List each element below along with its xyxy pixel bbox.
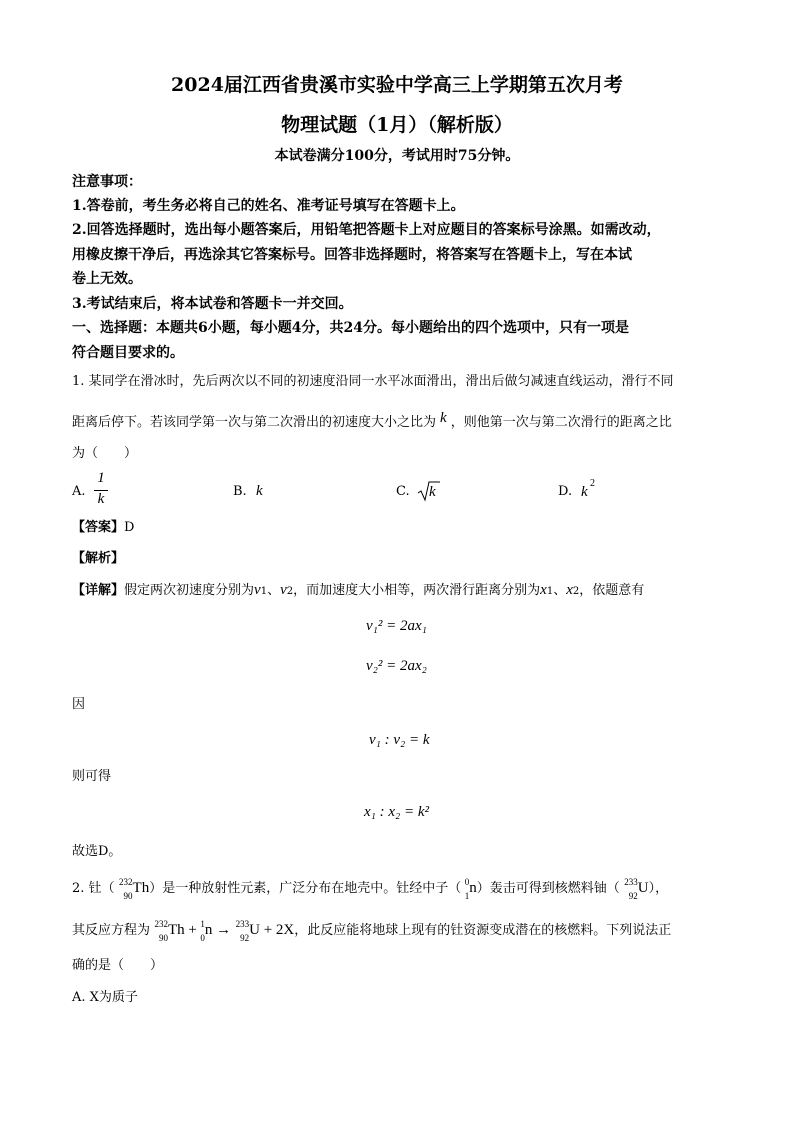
uranium-mass-number: 233: [624, 876, 638, 887]
eq-thorium-plus: Th +: [168, 922, 197, 938]
notes-item-1: 1.答卷前，考生务必将自己的姓名、准考证号填写在答题卡上。: [72, 198, 465, 214]
answer-tag: 【答案】: [72, 520, 125, 535]
q1-option-b-label: B.: [233, 484, 247, 499]
detail-x2-sub: 2: [572, 586, 580, 597]
section1-heading-line2: 符合题目要求的。: [72, 345, 184, 361]
neutron-symbol: n: [469, 880, 477, 896]
q2-text-1a: 2. 钍（: [72, 881, 115, 896]
q2-option-a: A. X为质子: [72, 990, 138, 1005]
q2-text-2a: 其反应方程为: [72, 923, 151, 938]
analysis-tag: 【解析】: [72, 551, 125, 566]
q1-stem-line2: [72, 412, 672, 433]
notes-item-3: 3.考试结束后，将本试卷和答题卡一并交回。: [72, 296, 353, 312]
q1-option-a-numerator: 1: [97, 470, 105, 486]
exam-info: 本试卷满分100分，考试用时75分钟。: [274, 148, 520, 164]
eq-thorium-num: 90: [159, 932, 169, 943]
detail-sep-2: 、: [553, 583, 567, 598]
q1-stem-line3: 为（ ）: [72, 446, 138, 461]
eq-neutron-mass: 1: [200, 918, 205, 929]
equation-2: v₂² = 2ax₂: [366, 658, 427, 674]
section1-heading-line1: 一、选择题：本题共6小题，每小题4分，共24分。每小题给出的四个选项中，只有一项是: [72, 320, 629, 336]
uranium-atomic-number: 92: [628, 890, 638, 901]
document-title-line2: 物理试题（1月）（解析版）: [281, 114, 513, 136]
eq-uranium-end: U + 2X: [249, 922, 295, 938]
answer-value: D: [124, 520, 135, 535]
eq-uranium-notation: [231, 918, 250, 943]
detail-x1-sub: 1: [546, 586, 554, 597]
eq-thorium-mass: 232: [154, 918, 169, 929]
q1-option-d-base: k: [581, 484, 588, 500]
detail-v2-sub: 2: [286, 586, 294, 597]
equation-1: v₁² = 2ax₁: [366, 618, 427, 634]
q1-detail-line: [72, 580, 644, 602]
detail-x1: x: [540, 582, 547, 598]
eq-uranium-mass: 233: [235, 918, 250, 929]
thorium-isotope-notation: [115, 876, 133, 901]
detail-text-1: 假定两次初速度分别为: [124, 583, 255, 598]
q1-stem-line2-a: 距离后停下。若该同学第一次与第二次滑出的初速度大小之比为: [72, 415, 437, 430]
q1-option-c-value: k: [429, 484, 436, 500]
detail-text-2: ，而加速度大小相等，两次滑行距离分别为: [293, 583, 541, 598]
document-title-line1: 2024届江西省贵溪市实验中学高三上学期第五次月考: [171, 74, 623, 96]
detail-x2: x: [566, 582, 573, 598]
q2-text-2b: ，此反应能将地球上现有的钍资源变成潜在的核燃料。下列说法正: [294, 923, 672, 938]
detail-sep-1: 、: [267, 583, 281, 598]
detail-v2: v: [280, 582, 287, 598]
thorium-mass-number: 232: [119, 876, 133, 887]
neutron-mass-number: 0: [464, 876, 470, 887]
detail-v1: v: [254, 582, 261, 598]
eq-neutron-arrow: n →: [204, 922, 232, 938]
q1-k-symbol: k: [440, 410, 447, 426]
eq-neutron-num: 0: [200, 932, 205, 943]
q1-option-d-label: D.: [558, 484, 573, 499]
thorium-symbol: Th: [132, 880, 150, 896]
q2-stem-line2: [72, 920, 671, 941]
notes-item-2-line3: 卷上无效。: [72, 271, 142, 287]
q1-stem-line2-b: ，则他第一次与第二次滑行的距离之比: [450, 415, 672, 430]
then-text: 则可得: [72, 769, 112, 784]
equation-4: x₁ : x₂ = k²: [364, 804, 430, 820]
detail-v1-sub: 1: [260, 586, 268, 597]
because-text: 因: [72, 697, 86, 712]
eq-uranium-num: 92: [240, 932, 250, 943]
q2-text-1d: ），: [648, 881, 669, 896]
q1-answer: [72, 518, 134, 538]
q1-option-b-value: k: [256, 483, 263, 499]
notes-item-2-line2: 用橡皮擦干净后，再选涂其它答案标号。回答非选择题时，将答案写在答题卡上，写在本试: [72, 247, 632, 263]
q2-stem-line3: 确的是（ ）: [72, 958, 164, 973]
detail-tag: 【详解】: [72, 583, 125, 598]
q1-option-c-label: C.: [396, 484, 410, 499]
eq-neutron-notation: [197, 918, 205, 943]
detail-text-3: ，依题意有: [579, 583, 645, 598]
q1-conclusion: 故选D。: [72, 844, 122, 859]
q1-option-a-label: A.: [72, 484, 86, 499]
uranium-symbol: U: [637, 880, 649, 896]
notes-item-2-line1: 2.回答选择题时，选出每小题答案后，用铅笔把答题卡上对应题目的答案标号涂黑。如需改动，: [72, 222, 661, 238]
q1-option-d-exponent: 2: [590, 478, 595, 489]
q2-text-1b: ）是一种放射性元素，广泛分布在地壳中。钍经中子（: [149, 881, 462, 896]
notes-heading: 注意事项：: [72, 174, 142, 190]
neutron-isotope-notation: [461, 876, 470, 901]
q2-text-1c: ）轰击可得到核燃料铀（: [476, 881, 620, 896]
eq-thorium-notation: [150, 918, 169, 943]
q2-stem-line1: [72, 878, 668, 899]
q1-option-a-denominator: k: [97, 491, 105, 507]
thorium-atomic-number: 90: [123, 890, 133, 901]
q1-stem-line1: 1. 某同学在滑冰时，先后两次以不同的初速度沿同一水平冰面滑出，滑出后做匀减速直线运动，滑行不同: [72, 374, 674, 389]
equation-3: v₁ : v₂ = k: [369, 732, 430, 748]
neutron-charge-number: 1: [464, 890, 470, 901]
uranium-isotope-notation: [620, 876, 638, 901]
